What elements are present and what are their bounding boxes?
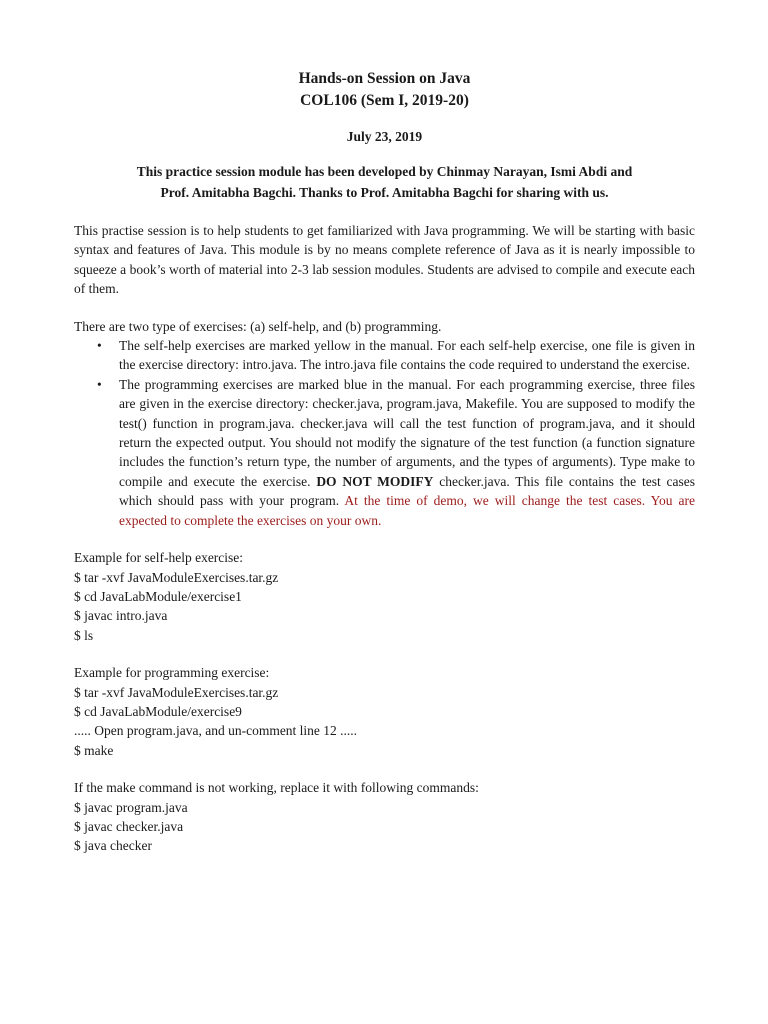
exercise-types-heading: There are two type of exercises: (a) self-help, and (b) programming. [74, 318, 442, 334]
make-fallback [74, 778, 695, 856]
document-date: July 23, 2019 [346, 129, 423, 144]
credits [74, 161, 695, 203]
programming-description-cont: checker.java. This file contains the test cases which should pass with your program. [119, 473, 695, 509]
command-line: $ tar -xvf JavaModuleExercises.tar.gz [74, 569, 279, 585]
list-item-programming [74, 375, 695, 530]
programming-example-heading: Example for programming exercise: [74, 665, 270, 681]
exercise-types-list [74, 336, 695, 530]
command-line: $ javac program.java [74, 799, 188, 815]
command-line: $ make [74, 742, 114, 758]
self-help-example [74, 548, 695, 645]
command-line: $ ls [74, 627, 94, 643]
credits-line-1: This practice session module has been developed by Chinmay Narayan, Ismi Abdi and [136, 164, 633, 179]
demo-warning: At the time of demo, we will change the test cases. You are expected to complete the exercises on your own. [119, 493, 695, 528]
command-line: $ javac checker.java [74, 818, 184, 834]
credits-line-2: Prof. Amitabha Bagchi. Thanks to Prof. Amitabha Bagchi for sharing with us. [160, 185, 609, 200]
list-item-self-help [74, 336, 695, 375]
course-subtitle: COL106 (Sem I, 2019-20) [300, 92, 469, 109]
programming-description: The programming exercises are marked blue in the manual. For each programming exercise, three files are given in the exercise directory: checker.java, program.java, Makefile. You are supposed to modify the test() function in program.java. checker.java will call the test function of program.java, and it should return the expected output. You should not modify the signature of the test function (a function signature includes the function’s return type, the number of arguments, and the types of arguments). Type make to compile and execute the exercise. [119, 376, 695, 489]
intro-paragraph: This practise session is to help students to get familiarized with Java programming. We will be starting with basic syntax and features of Java. This module is by no means complete reference of Java as it is nearly impossible to squeeze a book’s worth of material into 2-3 lab session modules. Students are advised to compile and execute each of them. [74, 223, 695, 297]
command-line: $ java checker [74, 838, 152, 854]
document-title: Hands-on Session on Java [298, 70, 471, 87]
command-line: $ tar -xvf JavaModuleExercises.tar.gz [74, 684, 279, 700]
command-line: $ cd JavaLabModule/exercise1 [74, 588, 242, 604]
programming-example [74, 663, 695, 760]
document-page [74, 68, 695, 856]
self-help-description: The self-help exercises are marked yellow in the manual. For each self-help exercise, one file is given in the exercise directory: intro.java. The intro.java file contains the code required to understand the exercise. [119, 338, 695, 373]
command-line: $ javac intro.java [74, 608, 168, 624]
self-help-example-heading: Example for self-help exercise: [74, 550, 244, 566]
bullet-icon: • [97, 376, 102, 392]
command-line: $ cd JavaLabModule/exercise9 [74, 703, 242, 719]
make-fallback-heading: If the make command is not working, replace it with following commands: [74, 780, 479, 796]
bullet-icon: • [97, 338, 102, 354]
command-line: ..... Open program.java, and un-comment line 12 ..... [74, 723, 358, 739]
do-not-modify-emphasis: DO NOT MODIFY [316, 473, 434, 489]
